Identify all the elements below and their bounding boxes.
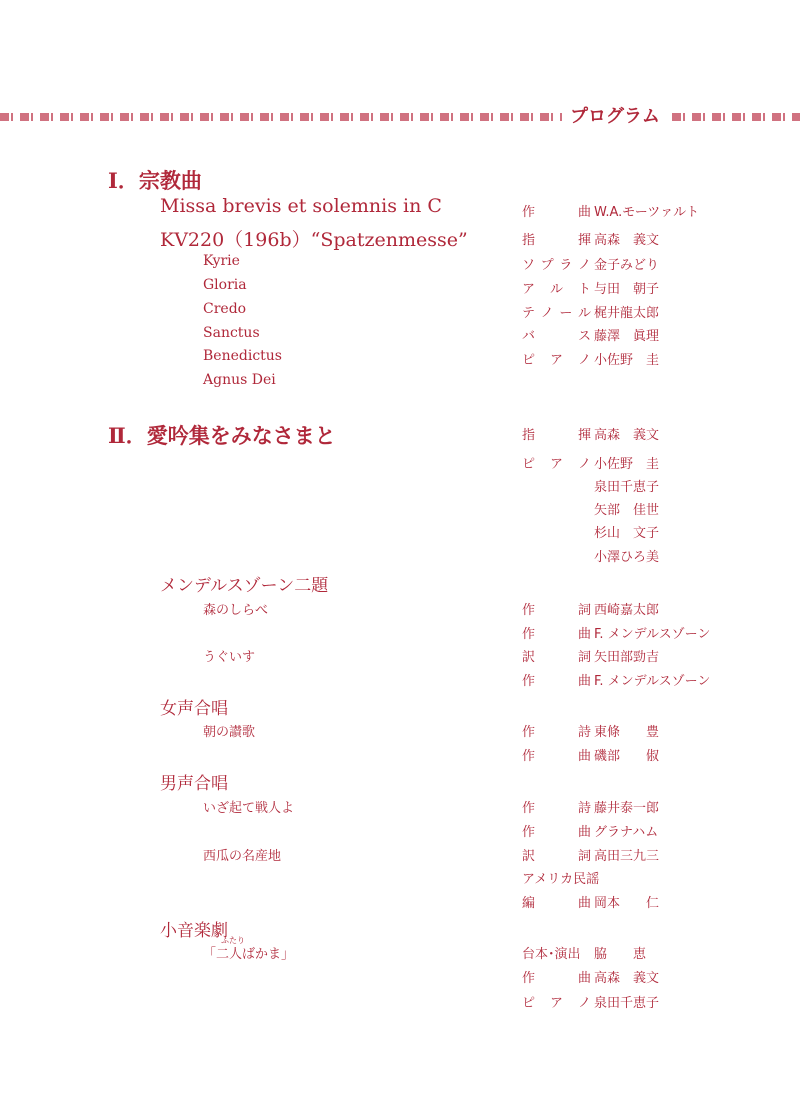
credit-name: 脇 恵 bbox=[594, 947, 647, 962]
credit-role: 作 曲 bbox=[522, 205, 592, 220]
credit-name: 小佐野 圭 bbox=[594, 353, 660, 368]
credit-role: ソ プ ラ ノ bbox=[522, 258, 592, 273]
credit-name: 小佐野 圭 bbox=[594, 457, 660, 472]
credit-name: 金子みどり bbox=[594, 258, 660, 273]
credit-name: 藤井泰一郎 bbox=[594, 801, 660, 816]
movement-item: Credo bbox=[203, 301, 247, 317]
credit-name: 藤澤 眞理 bbox=[594, 329, 660, 344]
credit-role: 作 曲 bbox=[522, 627, 592, 642]
credit-role: テ ノ ー ル bbox=[522, 306, 592, 321]
song-title: 西瓜の名産地 bbox=[203, 849, 282, 864]
credit-name: 高森 義文 bbox=[594, 428, 660, 443]
movement-item: Sanctus bbox=[203, 325, 260, 341]
credit-name: 梶井龍太郎 bbox=[594, 306, 660, 321]
credit-role: ピ ア ノ bbox=[522, 457, 592, 472]
credit-role: 作 詞 bbox=[522, 603, 592, 618]
credit-name: 岡本 仁 bbox=[594, 896, 660, 911]
credit-role: 作 詩 bbox=[522, 801, 592, 816]
credit-name: 高田三九三 bbox=[594, 849, 660, 864]
credit-name: 矢田部勁吉 bbox=[594, 650, 660, 665]
song-title: 森のしらべ bbox=[203, 603, 269, 618]
movement-item: Gloria bbox=[203, 277, 247, 293]
work-title-line1: Missa brevis et solemnis in C bbox=[160, 195, 442, 217]
group-title: 小音楽劇 bbox=[160, 921, 228, 941]
credit-name: 与田 朝子 bbox=[594, 282, 660, 297]
credit-role: 作 曲 bbox=[522, 749, 592, 764]
credit-name: 泉田千恵子 bbox=[594, 996, 660, 1011]
credit-role: 指 揮 bbox=[522, 428, 592, 443]
credit-role: 訳 詞 bbox=[522, 849, 592, 864]
song-title: うぐいす bbox=[203, 650, 256, 665]
credit-name: W.A.モーツァルト bbox=[594, 205, 700, 220]
movement-item: Benedictus bbox=[203, 348, 282, 364]
song-title: いざ起て戦人よ bbox=[203, 801, 295, 816]
credit-name: 高森 義文 bbox=[594, 233, 660, 248]
credit-role: ピ ア ノ bbox=[522, 353, 592, 368]
credit-name: F. メンデルスゾーン bbox=[594, 674, 711, 689]
ruby-annotation: ふたり bbox=[221, 936, 245, 945]
pianist-name: 矢部 佳世 bbox=[594, 503, 660, 518]
credit-role: バ ス bbox=[522, 329, 592, 344]
credit-name: グラナハム bbox=[594, 825, 659, 840]
song-title: 朝の讃歌 bbox=[203, 725, 256, 740]
pianist-name: 泉田千恵子 bbox=[594, 480, 660, 495]
movement-item: Kyrie bbox=[203, 253, 240, 269]
credit-role: 訳 詞 bbox=[522, 650, 592, 665]
pianist-name: 小澤ひろ美 bbox=[594, 550, 660, 565]
pianist-name: 杉山 文子 bbox=[594, 526, 660, 541]
group-title: メンデルスゾーン二題 bbox=[160, 576, 329, 596]
credit-name: F. メンデルスゾーン bbox=[594, 627, 711, 642]
credit-name: 西崎嘉太郎 bbox=[594, 603, 660, 618]
credit-role: 作 曲 bbox=[522, 825, 592, 840]
credit-name: 高森 義文 bbox=[594, 971, 660, 986]
credit-name: アメリカ民謡 bbox=[522, 872, 600, 887]
credit-role: 台本･演出 bbox=[522, 947, 581, 962]
header-rule-right bbox=[672, 113, 800, 121]
page-title: プログラム bbox=[570, 106, 660, 127]
section1-heading: Ⅰ．宗教曲 bbox=[108, 168, 202, 193]
credit-role: ピ ア ノ bbox=[522, 996, 592, 1011]
header-rule-left bbox=[0, 113, 562, 121]
song-title: 「二人ばかま」 bbox=[203, 947, 295, 962]
credit-name: 東條 豊 bbox=[594, 725, 660, 740]
credit-role: 指 揮 bbox=[522, 233, 592, 248]
credit-role: ア ル ト bbox=[522, 282, 592, 297]
credit-role: 編 曲 bbox=[522, 896, 592, 911]
group-title: 男声合唱 bbox=[160, 774, 228, 794]
work-title-line2: KV220（196b）“Spatzenmesse” bbox=[160, 229, 468, 251]
credit-name: 磯部 俶 bbox=[594, 749, 660, 764]
credit-role: 作 詩 bbox=[522, 725, 592, 740]
section2-heading: Ⅱ．愛吟集をみなさまと bbox=[108, 423, 336, 448]
group-title: 女声合唱 bbox=[160, 699, 228, 719]
credit-role: 作 曲 bbox=[522, 971, 592, 986]
movement-item: Agnus Dei bbox=[203, 372, 276, 388]
credit-role: 作 曲 bbox=[522, 674, 592, 689]
